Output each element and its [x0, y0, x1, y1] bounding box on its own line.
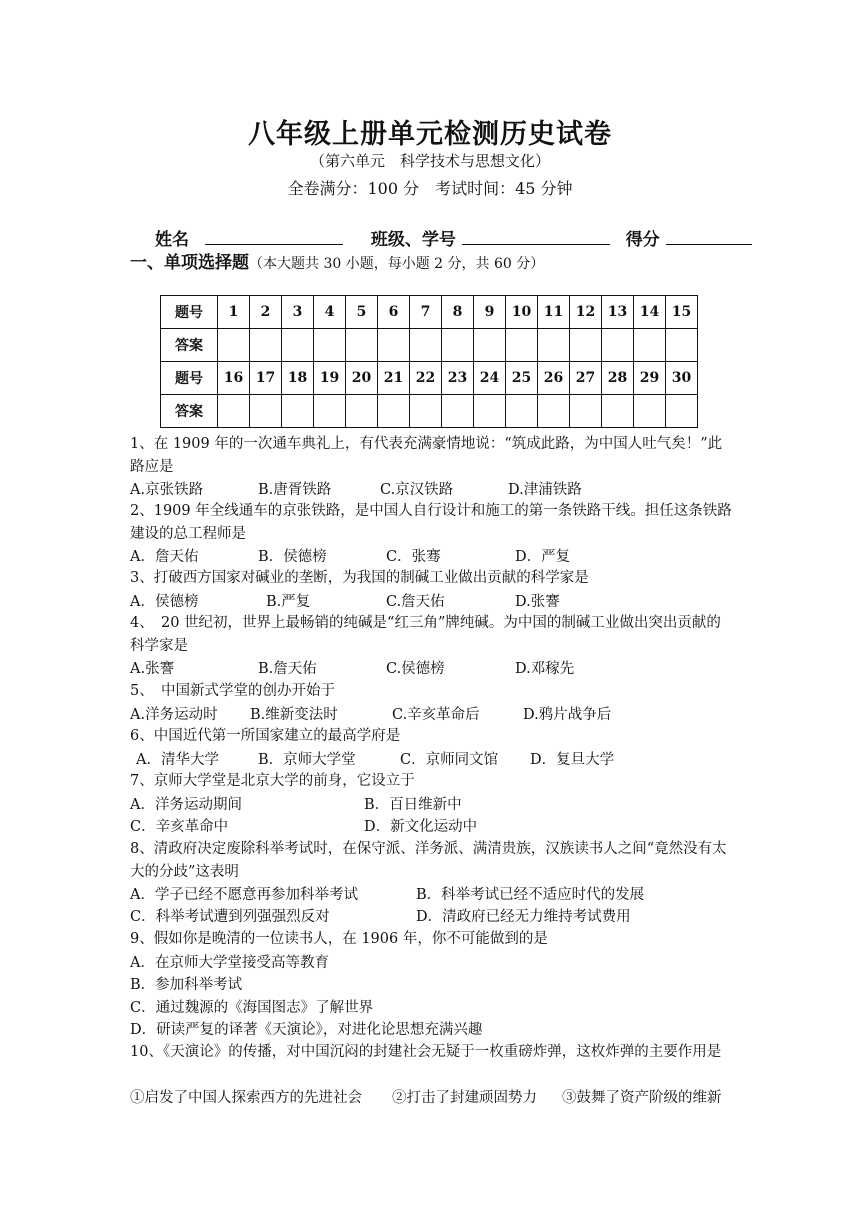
option-b[interactable]: B．侯德榜 — [258, 549, 327, 565]
option-a[interactable]: A．洋务运动期间 — [130, 797, 242, 813]
qnum-cell: 24 — [474, 362, 506, 395]
answer-cell[interactable] — [442, 329, 474, 362]
answer-cell[interactable] — [666, 329, 698, 362]
option-d[interactable]: D.津浦铁路 — [508, 482, 582, 498]
question-1: 1、在 1909 年的一次通车典礼上，有代表充满豪情地说：“筑成此路，为中国人吐气矣！”此路应是 — [130, 436, 723, 475]
statement-1: ①启发了中国人探索西方的先进社会 — [130, 1090, 362, 1106]
option-b[interactable]: B.詹天佑 — [258, 661, 317, 677]
option-b[interactable]: B．京师大学堂 — [258, 752, 356, 768]
option-d[interactable]: D.鸦片战争后 — [523, 707, 612, 723]
option-c[interactable]: C.辛亥革命后 — [392, 707, 480, 723]
question-8: 8、清政府决定废除科举考试时，在保守派、洋务派、满清贵族，汉族读书人之间“竟然没有太大的分歧”这表明 — [130, 841, 727, 880]
qnum-cell: 8 — [442, 296, 474, 329]
option-a[interactable]: A.张謇 — [130, 661, 175, 677]
answer-cell[interactable] — [506, 395, 538, 428]
question-10: 10、《天演论》的传播，对中国沉闷的封建社会无疑于一枚重磅炸弹，这枚炸弹的主要作用是 — [130, 1044, 722, 1060]
qnum-cell: 11 — [538, 296, 570, 329]
option-a[interactable]: A．在京师大学堂接受高等教育 — [130, 955, 329, 971]
answer-grid — [160, 295, 698, 428]
answer-cell[interactable] — [378, 329, 410, 362]
option-b[interactable]: B．科举考试已经不适应时代的发展 — [416, 887, 645, 903]
qnum-cell: 29 — [634, 362, 666, 395]
answer-cell[interactable] — [602, 329, 634, 362]
qnum-header: 题号 — [161, 362, 218, 395]
qnum-cell: 1 — [218, 296, 250, 329]
answer-cell[interactable] — [570, 329, 602, 362]
qnum-cell: 20 — [346, 362, 378, 395]
qnum-header: 题号 — [161, 296, 218, 329]
option-d[interactable]: D.邓稼先 — [515, 661, 575, 677]
answer-cell[interactable] — [314, 395, 346, 428]
answer-cell[interactable] — [410, 329, 442, 362]
answer-cell[interactable] — [250, 329, 282, 362]
option-c[interactable]: C.詹天佑 — [386, 594, 445, 610]
qnum-cell: 15 — [666, 296, 698, 329]
option-a[interactable]: A.洋务运动时 — [130, 707, 218, 723]
option-b[interactable]: B.严复 — [266, 594, 311, 610]
page-title: 八年级上册单元检测历史试卷 — [248, 119, 612, 150]
answer-cell[interactable] — [282, 329, 314, 362]
answer-cell[interactable] — [218, 395, 250, 428]
qnum-cell: 26 — [538, 362, 570, 395]
qnum-cell: 27 — [570, 362, 602, 395]
option-c[interactable]: C.京汉铁路 — [380, 482, 454, 498]
qnum-cell: 14 — [634, 296, 666, 329]
answer-cell[interactable] — [474, 329, 506, 362]
qnum-cell: 10 — [506, 296, 538, 329]
qnum-cell: 22 — [410, 362, 442, 395]
qnum-cell: 3 — [282, 296, 314, 329]
answer-cell[interactable] — [570, 395, 602, 428]
option-d[interactable]: D．严复 — [515, 549, 571, 565]
option-d[interactable]: D．清政府已经无力维持考试费用 — [416, 909, 631, 925]
section-note: （本大题共 30 小题，每小题 2 分，共 60 分） — [249, 256, 545, 272]
answer-cell[interactable] — [218, 329, 250, 362]
question-7: 7、京师大学堂是北京大学的前身，它设立于 — [130, 773, 415, 789]
score-label: 得分 — [625, 230, 660, 250]
question-9: 9、假如你是晚清的一位读书人，在 1906 年，你不可能做到的是 — [130, 931, 548, 947]
answer-grid-qnum-row — [161, 362, 698, 395]
qnum-cell: 25 — [506, 362, 538, 395]
answer-cell[interactable] — [410, 395, 442, 428]
class-label: 班级、学号 — [370, 230, 456, 250]
unit-subtitle: （第六单元 科学技术与思想文化） — [309, 152, 550, 170]
option-b[interactable]: B.维新变法时 — [250, 707, 338, 723]
qnum-cell: 2 — [250, 296, 282, 329]
answer-header: 答案 — [161, 395, 218, 428]
question-2: 2、1909 年全线通车的京张铁路，是中国人自行设计和施工的第一条铁路干线。担任这条铁路建设的总工程师是 — [130, 503, 732, 542]
qnum-cell: 23 — [442, 362, 474, 395]
student-info-line — [155, 225, 752, 250]
answer-cell[interactable] — [314, 329, 346, 362]
answer-grid-answer-row — [161, 329, 698, 362]
qnum-cell: 19 — [314, 362, 346, 395]
qnum-cell: 21 — [378, 362, 410, 395]
option-c[interactable]: C．科举考试遭到列强强烈反对 — [130, 909, 330, 925]
option-d[interactable]: D．新文化运动中 — [364, 819, 478, 835]
answer-cell[interactable] — [506, 329, 538, 362]
option-a[interactable]: A．学子已经不愿意再参加科举考试 — [130, 887, 358, 903]
qnum-cell: 13 — [602, 296, 634, 329]
qnum-cell: 18 — [282, 362, 314, 395]
option-c[interactable]: C．张骞 — [386, 549, 441, 565]
option-c[interactable]: C.侯德榜 — [386, 661, 445, 677]
option-c[interactable]: C．京师同文馆 — [400, 752, 499, 768]
answer-cell[interactable] — [634, 395, 666, 428]
option-c[interactable]: C．通过魏源的《海国图志》了解世界 — [130, 1000, 374, 1016]
option-d[interactable]: D．研读严复的译著《天演论》，对进化论思想充满兴趣 — [130, 1022, 483, 1038]
answer-cell[interactable] — [250, 395, 282, 428]
answer-grid-qnum-row — [161, 296, 698, 329]
section-heading — [130, 248, 544, 273]
qnum-cell: 16 — [218, 362, 250, 395]
option-a[interactable]: A.京张铁路 — [130, 482, 204, 498]
answer-cell[interactable] — [442, 395, 474, 428]
option-d[interactable]: D.张謇 — [515, 594, 560, 610]
option-b[interactable]: B.唐胥铁路 — [258, 482, 332, 498]
statement-2: ②打击了封建顽固势力 — [392, 1090, 537, 1106]
question-3: 3、打破西方国家对碱业的垄断，为我国的制碱工业做出贡献的科学家是 — [130, 570, 589, 586]
section-title: 一、单项选择题 — [130, 253, 249, 273]
option-a[interactable]: A．清华大学 — [136, 752, 219, 768]
score-field[interactable] — [666, 228, 752, 245]
qnum-cell: 12 — [570, 296, 602, 329]
qnum-cell: 4 — [314, 296, 346, 329]
question-6: 6、中国近代第一所国家建立的最高学府是 — [130, 728, 401, 744]
option-c[interactable]: C．辛亥革命中 — [130, 819, 229, 835]
qnum-cell: 30 — [666, 362, 698, 395]
answer-grid-answer-row — [161, 395, 698, 428]
answer-cell[interactable] — [538, 395, 570, 428]
name-field[interactable] — [205, 228, 343, 245]
answer-cell[interactable] — [346, 329, 378, 362]
answer-cell[interactable] — [666, 395, 698, 428]
answer-cell[interactable] — [538, 329, 570, 362]
answer-cell[interactable] — [378, 395, 410, 428]
class-field[interactable] — [462, 228, 610, 245]
option-d[interactable]: D．复旦大学 — [530, 752, 615, 768]
option-b[interactable]: B．参加科举考试 — [130, 977, 243, 993]
score-time-line: 全卷满分：100 分 考试时间：45 分钟 — [287, 179, 573, 198]
question-4: 4、 20 世纪初，世界上最畅销的纯碱是“红三角”牌纯碱。为中国的制碱工业做出突出贡献的科学家是 — [130, 615, 721, 654]
answer-cell[interactable] — [282, 395, 314, 428]
answer-cell[interactable] — [602, 395, 634, 428]
statement-3: ③鼓舞了资产阶级的维新 — [562, 1090, 722, 1106]
option-a[interactable]: A．侯德榜 — [130, 594, 199, 610]
qnum-cell: 17 — [250, 362, 282, 395]
option-a[interactable]: A．詹天佑 — [130, 549, 199, 565]
answer-cell[interactable] — [634, 329, 666, 362]
answer-cell[interactable] — [346, 395, 378, 428]
qnum-cell: 5 — [346, 296, 378, 329]
qnum-cell: 6 — [378, 296, 410, 329]
option-b[interactable]: B．百日维新中 — [364, 797, 462, 813]
answer-cell[interactable] — [474, 395, 506, 428]
qnum-cell: 28 — [602, 362, 634, 395]
name-label: 姓名 — [155, 230, 189, 250]
answer-header: 答案 — [161, 329, 218, 362]
qnum-cell: 7 — [410, 296, 442, 329]
qnum-cell: 9 — [474, 296, 506, 329]
question-5: 5、 中国新式学堂的创办开始于 — [130, 683, 335, 699]
